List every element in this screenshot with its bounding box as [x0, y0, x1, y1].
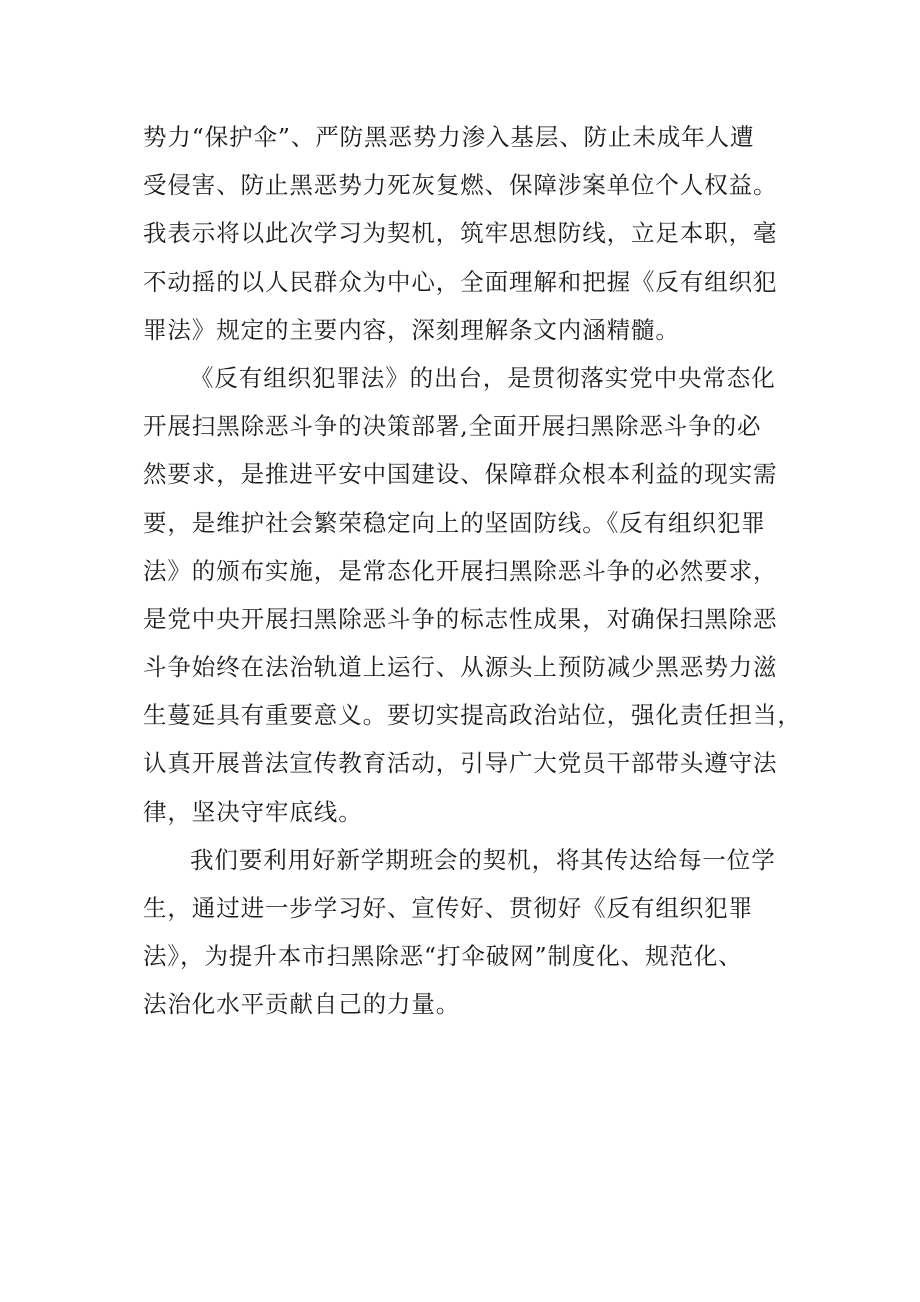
text-line: 我们要利用好新学期班会的契机，将其传达给每一位学 — [190, 845, 776, 874]
text-line: 法》的颁布实施，是常态化开展扫黑除恶斗争的必然要求， — [143, 556, 778, 585]
text-line: 斗争始终在法治轨道上运行、从源头上预防减少黑恶势力滋 — [143, 653, 778, 682]
text-line: 是党中央开展扫黑除恶斗争的标志性成果，对确保扫黑除恶 — [143, 604, 778, 633]
text-line: 我表示将以此次学习为契机，筑牢思想防线，立足本职，毫 — [143, 219, 778, 248]
text-line: 认真开展普法宣传教育活动，引导广大党员干部带头遵守法 — [143, 749, 778, 778]
text-line: 势力“保护伞”、严防黑恶势力渗入基层、防止未成年人遭 — [143, 123, 755, 151]
document-body — [143, 113, 802, 1029]
text-line: 生，通过进一步学习好、宣传好、贯彻好《反有组织犯罪 — [143, 894, 753, 922]
text-line: 开展扫黑除恶斗争的决策部署,全面开展扫黑除恶斗争的必 — [143, 412, 762, 441]
text-line: 然要求，是推进平安中国建设、保障群众根本利益的现实需 — [143, 460, 778, 489]
text-line: 罪法》规定的主要内容，深刻理解条文内涵精髓。 — [143, 315, 680, 344]
text-line: 律，坚决守牢底线。 — [143, 797, 363, 826]
text-line: 要，是维护社会繁荣稳定向上的坚固防线。《反有组织犯罪 — [143, 508, 766, 537]
paragraph — [143, 354, 802, 836]
text-line: 受侵害、防止黑恶势力死灰复燃、保障涉案单位个人权益。 — [143, 171, 778, 200]
text-line: 《反有组织犯罪法》的出台，是贯彻落实党中央常态化 — [190, 363, 776, 392]
text-line: 不动摇的以人民群众为中心，全面理解和把握《反有组织犯 — [143, 267, 778, 296]
text-line: 法治化水平贡献自己的力量。 — [143, 990, 461, 1019]
paragraph — [143, 113, 783, 354]
text-line: 法》，为提升本市扫黑除恶“打伞破网”制度化、规范化、 — [143, 942, 743, 971]
text-line: 生蔓延具有重要意义。要切实提高政治站位，强化责任担当， — [143, 701, 802, 730]
paragraph — [143, 836, 783, 1029]
